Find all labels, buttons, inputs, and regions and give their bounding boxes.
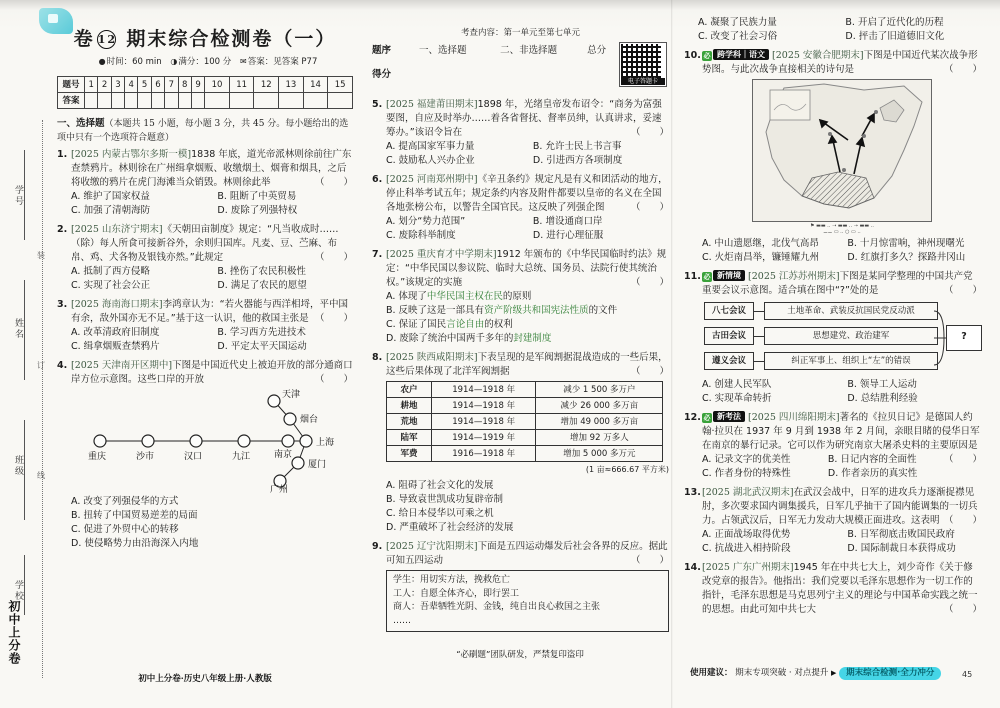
question-text: 1912 年颁布的《中华民国临时约法》规定：“中华民国以参议院、临时大总统、国务员、法院行使其统治权。”该规定的实施 — [386, 249, 667, 288]
option: B. 日军彻底击败国民政府 — [847, 529, 955, 540]
option: A. 创建人民军队 — [702, 379, 772, 390]
options — [702, 528, 982, 556]
question-stem — [702, 486, 982, 528]
answer-icon: ✉ — [240, 57, 247, 66]
option: A. 记录文字的优美性 — [702, 454, 791, 465]
qno-cell: 5 — [138, 77, 151, 93]
question-number: 2. — [57, 224, 68, 235]
question-number: 4. — [57, 360, 68, 371]
binding-char: 订 — [37, 361, 45, 370]
question-stem — [71, 223, 353, 265]
score-col-label: 二、非选择题 — [500, 45, 558, 56]
options — [71, 265, 353, 293]
port-label: 烟台 — [300, 415, 319, 425]
option: A. 抵制了西方侵略 — [71, 266, 150, 277]
answer-paren: （ ） — [630, 366, 669, 377]
qno-cell: 12 — [254, 77, 279, 93]
answer-blank-cell[interactable] — [165, 93, 178, 109]
score-icon: ◑ — [170, 57, 178, 66]
question-10 — [684, 49, 982, 265]
question-source: [2025 重庆育才中学期末] — [386, 249, 497, 260]
answer-paren: （ ） — [943, 515, 982, 526]
map-legend: ⚑ ▬▬ ‥ ➝ ▬▬ ‥ ➝ ▬▬ ‥ ⚊⚊ ▭ ‥ ○ ▭ ‥ — [810, 223, 874, 235]
option: B. 反映了这是一部具有资产阶级共和国宪法性质的文件 — [386, 305, 618, 316]
arrow-icon: ▶ — [831, 669, 837, 677]
table-row: 荒地 1914—1918 年 增加 49 000 多万亩 — [387, 414, 663, 430]
answer-paren: （ ） — [943, 604, 982, 615]
port-label: 九江 — [232, 452, 251, 462]
connector-line — [754, 311, 764, 312]
question-14 — [684, 561, 982, 617]
question-3 — [57, 298, 353, 354]
usage-advice-text: 期末专项突破 · 对点提升 — [735, 668, 829, 678]
meeting-box: 古田会议 — [704, 327, 754, 345]
meeting-content-box: 土地革命、武装反抗国民党反动派 — [764, 302, 938, 320]
option: B. 领导工人运动 — [847, 379, 917, 390]
question-12 — [684, 411, 982, 481]
answer-blank-cell[interactable] — [98, 93, 111, 109]
answer-sheet-table — [57, 76, 353, 109]
question-source: [2025 辽宁沈阳期末] — [386, 541, 478, 552]
option: A. 凝聚了民族力量 — [698, 17, 777, 28]
option: C. 促进了外贸中心的转移 — [71, 524, 179, 535]
treaty-ports-figure — [71, 389, 353, 493]
answer-table-header: 题号 — [58, 77, 85, 93]
option: B. 扭转了中国贸易逆差的局面 — [71, 510, 198, 521]
brand-icon: 必 — [703, 273, 711, 281]
paper-title — [57, 30, 353, 49]
question-number: 12. — [684, 412, 701, 423]
answer-blank-cell[interactable] — [178, 93, 191, 109]
flow-row — [704, 326, 938, 346]
option: D. 国际制裁日本获得成功 — [847, 543, 956, 554]
question-stem — [71, 359, 353, 387]
page-number: 45 — [962, 670, 973, 679]
question-stem — [702, 270, 982, 298]
usage-advice-label: 使用建议： — [690, 668, 733, 678]
question-text: 下表呈现的是军阀割据混战造成的一些后果，这些后果体现了北洋军阀割据 — [386, 352, 668, 377]
question-number: 9. — [372, 541, 383, 552]
qno-cell: 3 — [111, 77, 124, 93]
options — [386, 479, 669, 535]
option: B. 导致袁世凯成功复辟帝制 — [386, 494, 504, 505]
answer-paren: （ ） — [943, 64, 982, 75]
qno-cell: 14 — [303, 77, 328, 93]
option: B. 日记内容的全面性 — [827, 454, 917, 465]
may-fourth-reactions-box — [386, 570, 669, 632]
question-source: [2025 天津南开区期中] — [71, 360, 173, 371]
question-text: 李鸿章认为：“若火器能与西洋相埒，平中国有余，敌外国亦无不足。”基于这一认识，他的救国主张是 — [71, 299, 349, 324]
answer-blank-cell[interactable] — [191, 93, 204, 109]
option: A. 中山遗愿继，北伐气高昂 — [702, 238, 819, 249]
question-5 — [372, 98, 669, 168]
options — [702, 378, 982, 406]
question-source: [2025 山东济宁期末] — [71, 224, 163, 235]
left-page-footer: 初中上分卷·历史八年级上册·人教版 — [138, 674, 272, 684]
question-8 — [372, 351, 669, 535]
option: D. 作者亲历的真实性 — [827, 468, 918, 479]
flow-row — [704, 301, 938, 321]
qno-cell: 13 — [279, 77, 304, 93]
question-number: 13. — [684, 487, 701, 498]
question-1 — [57, 148, 353, 218]
option: C. 实现了社会公正 — [71, 280, 151, 291]
option: B. 学习西方先进技术 — [217, 327, 306, 338]
answer-blank-cell[interactable] — [138, 93, 151, 109]
question-mark-box: ? — [946, 325, 982, 351]
question-text: 1945 年在中共七大上，刘少奇作《关于修改党章的报告》。他指出：我们党要以毛泽东思想作为一切工作的指针，毛泽东思想是马克思列宁主义的理论与中国革命实践之统一的思想。由此可知中共七大 — [702, 562, 978, 615]
option: A. 阻碍了社会文化的发展 — [386, 480, 494, 491]
option: B. 允许士民上书言事 — [532, 141, 622, 152]
question-stem — [702, 49, 982, 77]
meeting-content-box: 纠正军事上、组织上“左”的错误 — [764, 352, 938, 370]
question-source: [2025 湖北武汉期末] — [702, 487, 794, 498]
qno-cell: 6 — [151, 77, 164, 93]
option: D. 严重破坏了社会经济的发展 — [386, 522, 514, 533]
port-label: 广州 — [270, 485, 289, 493]
option: A. 划分“势力范围” — [386, 216, 466, 227]
qno-cell: 1 — [85, 77, 98, 93]
question-stem — [386, 173, 669, 215]
option: D. 引进西方各项制度 — [532, 155, 623, 166]
question-text: 著名的《拉贝日记》是德国人约翰·拉贝在 1937 年 9 月到 1938 年 2 月间，亲眼目睹的侵华日军在南京的暴行记录。它可以作为研究南京大屠杀史料的主要原因是 — [702, 412, 980, 451]
question-number: 6. — [372, 174, 383, 185]
qno-cell: 7 — [165, 77, 178, 93]
student-no-label: 学号 — [13, 185, 23, 207]
option: D. 进行心理征服 — [532, 230, 604, 241]
option: B. 挫伤了农民积极性 — [217, 266, 306, 277]
port-label: 汉口 — [184, 452, 203, 462]
time-limit: 时间：60 min — [106, 57, 162, 67]
question-source: [2025 福建莆田期末] — [386, 99, 478, 110]
answer-blank-cell[interactable] — [111, 93, 124, 109]
option: B. 开启了近代化的历程 — [845, 17, 944, 28]
question-number: 11. — [684, 271, 701, 282]
port-label: 南京 — [274, 450, 293, 460]
answer-paren: （ ） — [630, 202, 669, 213]
question-4 — [57, 359, 353, 551]
option: B. 阻断了中英贸易 — [217, 191, 297, 202]
table-row: 耕地 1914—1918 年 减少 26 000 多万亩 — [387, 398, 663, 414]
question-11 — [684, 270, 982, 406]
qno-cell: 10 — [205, 77, 230, 93]
answer-blank-cell[interactable] — [125, 93, 138, 109]
options — [71, 495, 353, 551]
question-number: 8. — [372, 352, 383, 363]
question-stem — [71, 298, 353, 326]
connector-line — [754, 336, 764, 337]
options — [71, 326, 353, 354]
question-source: [2025 河南郑州期中] — [386, 174, 478, 185]
table-row: 军费 1916—1918 年 增加 5 000 多万元 — [387, 446, 663, 462]
table-row: 陆军 1914—1919 年 增加 92 万多人 — [387, 430, 663, 446]
option: C. 给日本侵华以可乘之机 — [386, 508, 494, 519]
option: C. 作者身份的特殊性 — [702, 468, 791, 479]
clock-icon: ● — [98, 57, 106, 66]
option: D. 满足了农民的愿望 — [217, 280, 307, 291]
answer-paren: （ ） — [314, 252, 353, 263]
new-context-badge: 新情境 — [713, 270, 745, 281]
option: C. 缉拿烟贩查禁鸦片 — [71, 341, 160, 352]
option: D. 平定太平天国运动 — [217, 341, 307, 352]
option: B. 增设通商口岸 — [532, 216, 603, 227]
qno-cell: 4 — [125, 77, 138, 93]
options — [702, 453, 944, 481]
port-label: 上海 — [316, 438, 335, 448]
answer-paren: （ ） — [943, 454, 982, 465]
section1-desc: （本题共 15 小题，每小题 3 分，共 45 分。每小题给出的选项中只有一个选项符合题意） — [57, 119, 349, 143]
exam-meta-line — [57, 55, 353, 69]
option: D. 废除了统治中国两千多年的封建制度 — [386, 333, 552, 344]
table-row: 农户 1914—1918 年 减少 1 500 多万户 — [387, 382, 663, 398]
exam-scope-note: 考查内容：第一单元至第七单元 — [460, 28, 580, 38]
question-text: 下图是中国近代史上被迫开放的部分通商口岸方位示意图。这些口岸的开放 — [71, 360, 353, 385]
question-number: 3. — [57, 299, 68, 310]
table-unit-note: (1 亩≈666.67 平方米) — [585, 465, 669, 474]
brand-vertical-label: 初中上分卷 — [7, 600, 21, 665]
option: D. 红旗打多久？探路井冈山 — [847, 252, 966, 263]
party-meetings-flowchart — [704, 301, 982, 375]
meeting-content-box: 思想建党、政治建军 — [764, 327, 938, 345]
question-source: [2025 内蒙古鄂尔多斯一模] — [71, 149, 192, 160]
answer-table-number-row — [58, 77, 353, 93]
option: A. 改革清政府旧制度 — [71, 327, 160, 338]
question-stem — [386, 248, 669, 290]
answer-paren: （ ） — [943, 285, 982, 296]
publisher-logo-icon — [39, 8, 73, 34]
connector-line — [754, 361, 764, 362]
qr-code-label: 电子答题卡 — [621, 78, 665, 85]
answer-paren: （ ） — [630, 127, 669, 138]
box-line: …… — [393, 615, 411, 626]
question-source: [2025 陕西咸阳期末] — [386, 352, 478, 363]
middle-column — [372, 26, 669, 637]
question-source: [2025 四川绵阳期末] — [748, 412, 840, 423]
qno-cell: 15 — [328, 77, 353, 93]
class-label: 班级 — [13, 455, 23, 477]
title-prefix: 卷 — [73, 28, 95, 50]
question-text: 下图是中国近代某次战争形势图。与此次战争直接相关的诗句是 — [702, 50, 978, 75]
question-6 — [372, 173, 669, 243]
score-summary-table — [372, 44, 669, 90]
question-text: 1898 年，光绪皇帝发布诏令：“商务为富强要图，自应及时举办……着各省督抚、督率员绅，认真讲求，妥速筹办。”该诏令旨在 — [386, 99, 662, 138]
option: C. 保证了国民言论自由的权利 — [386, 319, 513, 330]
answer-row-header: 答案 — [58, 93, 85, 109]
question-text: 1838 年底，道光帝派林则徐前往广东查禁鸦片。林则徐在广州缉拿烟贩、收缴烟土、烟膏和烟具，之后将收缴的鸦片在虎门海滩当众销毁。林则徐此举 — [71, 149, 352, 188]
flow-row — [704, 351, 938, 371]
question-text: 《辛丑条约》规定凡是有义和团活动的地方，停止科举考试五年；规定条约内容及附件都要以皇帝的名义在全国各地张榜公布，以警告全国官民。这反映了列强企图 — [386, 174, 668, 213]
question-number: 1. — [57, 149, 68, 160]
question-source: [2025 江苏苏州期末] — [748, 271, 840, 282]
treaty-ports-map — [78, 389, 346, 493]
answer-table-answer-row — [58, 93, 353, 109]
question-number: 7. — [372, 249, 383, 260]
option: C. 火炬南昌举，镰锤耀九州 — [702, 252, 820, 263]
option: C. 加强了清朝海防 — [71, 205, 151, 216]
answer-paren: （ ） — [630, 555, 669, 566]
option: C. 实现革命转折 — [702, 393, 772, 404]
binding-dotted-line — [42, 120, 43, 678]
options — [702, 237, 982, 265]
options — [71, 190, 353, 218]
binding-char: 装 — [37, 251, 45, 260]
question-stem — [386, 98, 669, 140]
question-source: [2025 安徽合肥期末] — [772, 50, 864, 61]
war-situation-map — [752, 79, 932, 222]
question-source: [2025 广东广州期末] — [702, 562, 794, 573]
question-number: 14. — [684, 562, 701, 573]
score-col-label: 一、选择题 — [419, 45, 467, 56]
brand-icon: 必 — [703, 414, 711, 422]
score-row-label: 得分 — [372, 69, 392, 80]
volume-number: 12 — [97, 30, 116, 49]
question-13 — [684, 486, 982, 556]
question-9 — [372, 540, 669, 632]
question-text: 在武汉会战中，日军的进攻兵力逐渐捉襟见肘，多次要求国内调集援兵，日军几乎抽干了国内能调集的一切兵力。占领武汉后，日军无力发动大规模正面进攻。这表明 — [702, 487, 978, 526]
option: A. 提高国家军事力量 — [386, 141, 475, 152]
option: D. 总结胜利经验 — [847, 393, 918, 404]
option: D. 抨击了旧道德旧文化 — [845, 31, 945, 42]
center-footer: “必刷题”团队研发，严禁复印盗印 — [456, 650, 584, 660]
title-main: 期末综合检测卷（一） — [126, 28, 337, 50]
answer-blank-cell[interactable] — [85, 93, 98, 109]
meeting-box: 八七会议 — [704, 302, 754, 320]
question-stem — [71, 148, 353, 190]
option: A. 正面战场取得优势 — [702, 529, 791, 540]
new-method-badge: 新考法 — [713, 411, 745, 422]
question-source: [2025 海南海口期末] — [71, 299, 163, 310]
option: A. 维护了国家权益 — [71, 191, 150, 202]
answer-blank-cell[interactable] — [303, 93, 328, 109]
answer-blank-cell[interactable] — [328, 93, 353, 109]
question-number: 10. — [684, 50, 701, 61]
options — [386, 215, 669, 243]
question-9-options-continued — [684, 16, 982, 44]
answer-blank-cell[interactable] — [279, 93, 304, 109]
question-text: 《天朝田亩制度》规定：“凡当收成时……（除）每人所食可接新谷外，余则归国库。凡麦、豆、苎麻、布帛、鸡、犬各物及银钱亦然。”此规定 — [71, 224, 339, 263]
question-number: 5. — [372, 99, 383, 110]
brand-icon: 必 — [703, 52, 711, 60]
score-col-label: 总分 — [587, 45, 607, 56]
option: C. 鼓励私人兴办企业 — [386, 155, 475, 166]
qr-code — [619, 42, 667, 87]
options — [386, 290, 669, 346]
box-line: 商人：吾辈牺牲光阴、金钱，纯自出良心救国之主张 — [393, 602, 601, 612]
qno-cell: 2 — [98, 77, 111, 93]
answer-blank-cell[interactable] — [205, 93, 230, 109]
option: B. 十月惊雷响，神州现曙光 — [847, 238, 965, 249]
question-stem — [702, 561, 982, 617]
question-2 — [57, 223, 353, 293]
port-label: 厦门 — [308, 460, 327, 470]
option: C. 抗战进入相持阶段 — [702, 543, 791, 554]
full-score: 满分：100 分 — [178, 57, 232, 67]
warlord-data-table — [386, 381, 663, 462]
section1-heading — [57, 117, 353, 145]
question-text: 下图是某同学整理的中国共产党重要会议示意图。适合填在图中“?”处的是 — [702, 271, 973, 296]
section-highlight-badge: 期末综合检测·全力冲分 — [839, 667, 941, 680]
answer-blank-cell[interactable] — [229, 93, 254, 109]
page-fold-line — [671, 0, 673, 708]
left-page-column — [57, 30, 353, 556]
question-text: 下面是五四运动爆发后社会各界的反应。据此可知五四运动 — [386, 541, 668, 566]
option: A. 体现了中华民国主权在民的原则 — [386, 291, 532, 302]
score-col-label: 题序 — [372, 45, 392, 56]
qno-cell: 8 — [178, 77, 191, 93]
options — [698, 16, 982, 44]
section1-title: 一、选择题 — [57, 118, 105, 129]
options — [386, 140, 669, 168]
qno-cell: 11 — [229, 77, 254, 93]
option: D. 废除了列强特权 — [217, 205, 298, 216]
answer-reference: 答案：见答案 P77 — [247, 57, 318, 67]
war-map-figure — [702, 79, 982, 235]
option: A. 改变了列强侵华的方式 — [71, 496, 179, 507]
box-line: 工人：自愿全体齐心，即行罢工 — [393, 588, 520, 599]
port-label: 重庆 — [88, 452, 107, 462]
box-line: 学生：用切实方法，挽救危亡 — [393, 575, 511, 585]
right-page-footer — [690, 666, 973, 680]
qno-cell: 9 — [191, 77, 204, 93]
option: D. 使侵略势力由沿海深入内地 — [71, 538, 199, 549]
port-label: 天津 — [282, 390, 301, 400]
right-page-column — [684, 16, 982, 622]
answer-paren: （ ） — [630, 277, 669, 288]
question-7 — [372, 248, 669, 346]
port-label: 沙市 — [136, 452, 155, 462]
binding-char: 线 — [37, 471, 45, 480]
school-label: 学校 — [13, 580, 23, 602]
option: C. 改变了社会习俗 — [698, 31, 778, 42]
name-label: 姓名 — [13, 318, 23, 340]
answer-blank-cell[interactable] — [151, 93, 164, 109]
option: C. 废除科举制度 — [386, 230, 456, 241]
meeting-box: 遵义会议 — [704, 352, 754, 370]
answer-paren: （ ） — [314, 177, 353, 188]
answer-blank-cell[interactable] — [254, 93, 279, 109]
qr-code-pattern — [621, 44, 661, 78]
answer-paren: （ ） — [314, 374, 353, 385]
answer-paren: （ ） — [314, 313, 353, 324]
question-stem — [386, 540, 669, 568]
cross-subject-badge: 跨学科｜语文 — [713, 49, 769, 60]
question-stem — [386, 351, 669, 379]
